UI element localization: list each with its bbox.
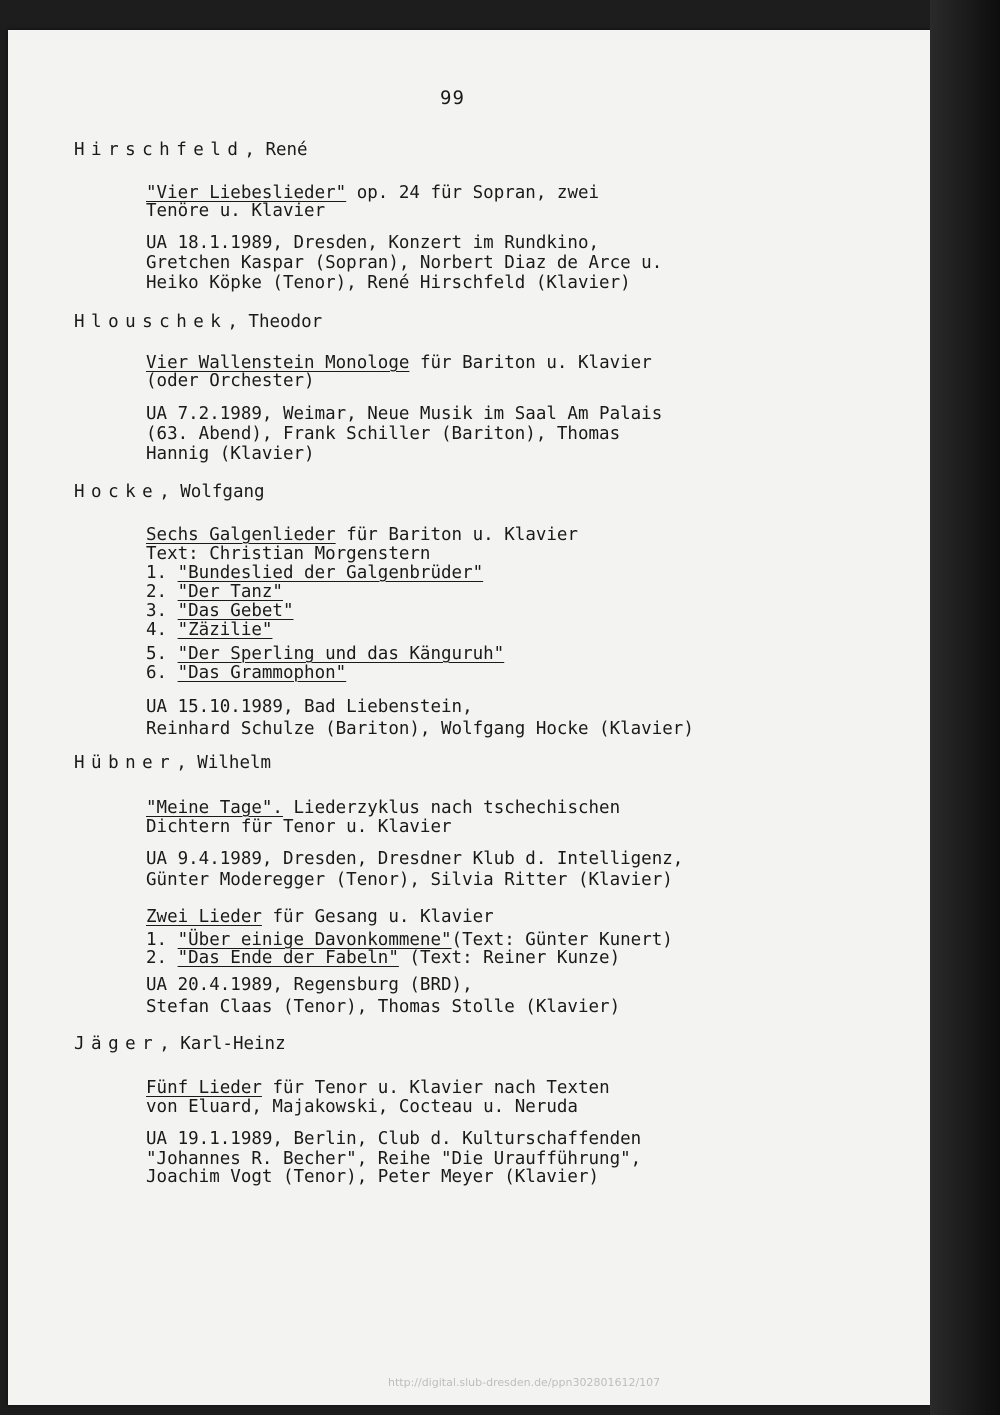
composer-given-name: Theodor xyxy=(248,312,323,332)
premiere-line: UA 15.10.1989, Bad Liebenstein, xyxy=(146,697,473,717)
work-description: Dichtern für Tenor u. Klavier xyxy=(146,817,452,837)
work-title: Zwei Lieder xyxy=(146,907,262,927)
premiere-line: UA 9.4.1989, Dresden, Dresdner Klub d. Intelligenz, xyxy=(146,849,684,869)
song-title: "Zäzilie" xyxy=(177,620,273,640)
work-description: für Bariton u. Klavier xyxy=(346,525,578,545)
song-item: 1. "Bundeslied der Galgenbrüder" xyxy=(146,563,484,583)
work-description: für Bariton u. Klavier xyxy=(419,353,652,373)
song-item: 2. "Der Tanz" xyxy=(146,582,283,602)
premiere-line: UA 20.4.1989, Regensburg (BRD), xyxy=(146,975,473,995)
book-edge xyxy=(930,0,1000,1415)
work-description: von Eluard, Majakowski, Cocteau u. Neruda xyxy=(146,1097,578,1117)
work-description: Tenöre u. Klavier xyxy=(146,201,326,221)
page-number: 99 xyxy=(440,87,465,109)
composer-heading: Jäger, Karl-Heinz xyxy=(74,1034,286,1054)
song-title: "Das Grammophon" xyxy=(177,663,347,683)
work-description: für Gesang u. Klavier xyxy=(272,907,494,927)
work-title: "Meine Tage". xyxy=(146,798,283,818)
song-title: "Der Sperling und das Känguruh" xyxy=(177,644,505,664)
song-title: "Der Tanz" xyxy=(177,582,283,602)
song-text-credit: (Text: Reiner Kunze) xyxy=(398,948,621,968)
premiere-line: Reinhard Schulze (Bariton), Wolfgang Hocke (Klavier) xyxy=(146,719,694,739)
premiere-line: "Johannes R. Becher", Reihe "Die Uraufführung", xyxy=(146,1149,642,1169)
composer-surname: Hlouschek xyxy=(74,312,228,332)
song-item: 5. "Der Sperling und das Känguruh" xyxy=(146,644,505,664)
song-text-credit: (Text: Günter Kunert) xyxy=(451,930,673,950)
premiere-line: Heiko Köpke (Tenor), René Hirschfeld (Klavier) xyxy=(146,273,631,293)
premiere-line: Günter Moderegger (Tenor), Silvia Ritter (Klavier) xyxy=(146,870,673,890)
composer-surname: Hirschfeld xyxy=(74,140,245,160)
composer-heading: Hlouschek, Theodor xyxy=(74,312,323,332)
song-item: 6. "Das Grammophon" xyxy=(146,663,347,683)
composer-surname: Hübner xyxy=(74,753,177,773)
premiere-line: Joachim Vogt (Tenor), Peter Meyer (Klavier) xyxy=(146,1167,600,1187)
work-text-credit: Text: Christian Morgenstern xyxy=(146,544,431,564)
work-description: (oder Orchester) xyxy=(146,371,315,391)
song-item: 2. "Das Ende der Fabeln" (Text: Reiner Kunze) xyxy=(146,948,621,968)
composer-heading: Hocke, Wolfgang xyxy=(74,482,265,502)
premiere-line: Stefan Claas (Tenor), Thomas Stolle (Klavier) xyxy=(146,997,621,1017)
work-description: für Tenor u. Klavier nach Texten xyxy=(272,1078,610,1098)
song-title: "Über einige Davonkommene" xyxy=(177,930,452,950)
song-title: "Bundeslied der Galgenbrüder" xyxy=(177,563,484,583)
composer-given-name: René xyxy=(265,140,308,160)
work-title-line xyxy=(146,353,652,373)
song-title: "Das Gebet" xyxy=(177,601,294,621)
composer-given-name: Karl-Heinz xyxy=(180,1034,286,1054)
premiere-line: UA 7.2.1989, Weimar, Neue Musik im Saal Am Palais xyxy=(146,404,663,424)
work-title-line xyxy=(146,798,620,818)
premiere-line: Gretchen Kaspar (Sopran), Norbert Diaz de Arce u. xyxy=(146,253,663,273)
premiere-line: UA 18.1.1989, Dresden, Konzert im Rundkino, xyxy=(146,233,600,253)
composer-heading: Hirschfeld, René xyxy=(74,140,308,160)
song-title: "Das Ende der Fabeln" xyxy=(177,948,399,968)
work-title-line xyxy=(146,1078,610,1098)
premiere-line: Hannig (Klavier) xyxy=(146,444,315,464)
work-title: Vier Wallenstein Monologe xyxy=(146,353,410,373)
work-title: "Vier Liebeslieder" xyxy=(146,183,347,203)
work-description: op. 24 für Sopran, zwei xyxy=(356,183,600,203)
composer-given-name: Wilhelm xyxy=(197,753,272,773)
work-description: Liederzyklus nach tschechischen xyxy=(293,798,621,818)
work-title-line xyxy=(146,907,494,927)
composer-given-name: Wolfgang xyxy=(180,482,265,502)
premiere-line: (63. Abend), Frank Schiller (Bariton), Thomas xyxy=(146,424,621,444)
song-item: 3. "Das Gebet" xyxy=(146,601,294,621)
work-title-line xyxy=(146,525,578,545)
composer-heading: Hübner, Wilhelm xyxy=(74,753,272,773)
source-url: http://digital.slub-dresden.de/ppn302801612/107 xyxy=(388,1376,661,1389)
composer-surname: Hocke xyxy=(74,482,160,502)
song-item: 1. "Über einige Davonkommene"(Text: Günter Kunert) xyxy=(146,930,673,950)
song-item: 4. "Zäzilie" xyxy=(146,620,273,640)
premiere-line: UA 19.1.1989, Berlin, Club d. Kulturschaffenden xyxy=(146,1129,642,1149)
work-title: Sechs Galgenlieder xyxy=(146,525,336,545)
work-title: Fünf Lieder xyxy=(146,1078,262,1098)
work-title-line xyxy=(146,183,599,203)
composer-surname: Jäger xyxy=(74,1034,160,1054)
